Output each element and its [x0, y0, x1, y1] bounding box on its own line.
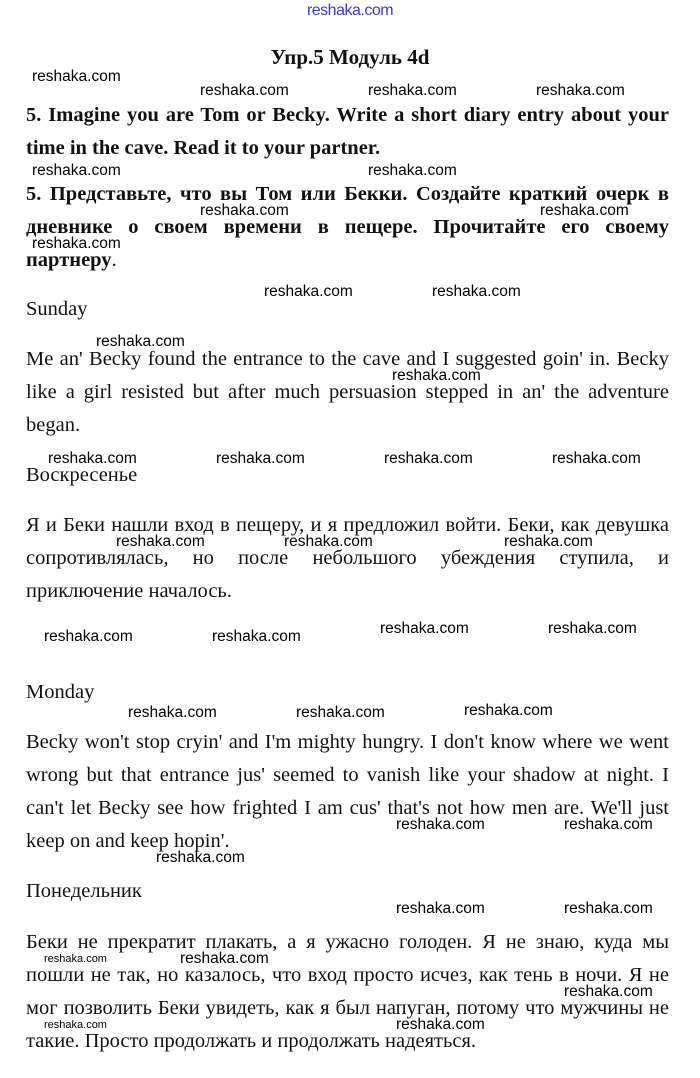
watermark: reshaka.com	[396, 816, 485, 833]
watermark: reshaka.com	[96, 333, 185, 350]
watermark: reshaka.com	[536, 82, 625, 99]
entry-day-sunday: Sunday	[26, 298, 88, 320]
watermark: reshaka.com	[32, 235, 121, 252]
entry-text-voskresenye: Я и Беки нашли вход в пещеру, и я предложил войти. Беки, как девушка сопротивлялась, но после небольшого убеждения ступила, и приключение началось.	[26, 514, 669, 602]
watermark: reshaka.com	[540, 202, 629, 219]
watermark: reshaka.com	[200, 82, 289, 99]
watermark: reshaka.com	[504, 533, 593, 550]
watermark: reshaka.com	[48, 450, 137, 467]
watermark: reshaka.com	[396, 900, 485, 917]
task-russian-dot: .	[111, 249, 117, 271]
watermark: reshaka.com	[464, 702, 553, 719]
watermark: reshaka.com	[212, 628, 301, 645]
task-russian-text: 5. Представьте, что вы Том или Бекки. Создайте краткий очерк в дневнике о своем времени в пещере. Прочитайте его своему партнеру	[26, 183, 669, 271]
watermark: reshaka.com	[564, 983, 653, 1000]
watermark: reshaka.com	[44, 628, 133, 645]
watermark: reshaka.com	[564, 900, 653, 917]
watermark: reshaka.com	[368, 162, 457, 179]
watermark: reshaka.com	[32, 68, 121, 85]
watermark: reshaka.com	[156, 849, 245, 866]
watermark: reshaka.com	[284, 533, 373, 550]
watermark: reshaka.com	[264, 283, 353, 300]
watermark: reshaka.com	[432, 283, 521, 300]
watermark: reshaka.com	[32, 162, 121, 179]
entry-text-monday: Becky won't stop cryin' and I'm mighty hungry. I don't know where we went wrong but that entrance jus' seemed to vanish like your shadow at night. I can't let Becky see how frighted I am cus' that's not how men are. We'll just keep on and keep hopin'.	[26, 731, 669, 852]
watermark: reshaka.com	[296, 704, 385, 721]
watermark: reshaka.com	[216, 450, 305, 467]
watermark: reshaka.com	[116, 533, 205, 550]
entry-text-sunday: Me an' Becky found the entrance to the cave and I suggested goin' in. Becky like a girl resisted but after much persuasion stepped in an' the adventure began.	[26, 348, 669, 436]
watermark: reshaka.com	[44, 1019, 107, 1031]
entry-day-voskresenye: Воскресенье	[26, 464, 138, 486]
watermark: reshaka.com	[384, 450, 473, 467]
watermark: reshaka.com	[128, 704, 217, 721]
task-english: 5. Imagine you are Tom or Becky. Write a short diary entry about your time in the cave. Read it to your partner.	[26, 104, 669, 159]
entry-day-ponedelnik: Понедельник	[26, 880, 142, 902]
task-russian	[26, 178, 669, 277]
watermark: reshaka.com	[380, 620, 469, 637]
watermark: reshaka.com	[392, 367, 481, 384]
watermark: reshaka.com	[548, 620, 637, 637]
watermark: reshaka.com	[200, 202, 289, 219]
page-title: Упр.5 Модуль 4d	[270, 45, 430, 69]
entry-day-monday: Monday	[26, 681, 95, 703]
watermark: reshaka.com	[564, 816, 653, 833]
site-watermark-header[interactable]: reshaka.com	[306, 2, 394, 19]
watermark: reshaka.com	[44, 953, 107, 965]
entry-text-ponedelnik: Беки не прекратит плакать, а я ужасно голоден. Я не знаю, куда мы пошли не так, но казалось, что вход просто исчез, как тень в ночи. Я не мог позволить Беки увидеть, как я был напуган, потому что мужчины не такие. Просто продолжать и продолжать надеяться.	[26, 931, 669, 1052]
watermark: reshaka.com	[368, 82, 457, 99]
watermark: reshaka.com	[396, 1016, 485, 1033]
watermark: reshaka.com	[552, 450, 641, 467]
watermark: reshaka.com	[180, 950, 269, 967]
